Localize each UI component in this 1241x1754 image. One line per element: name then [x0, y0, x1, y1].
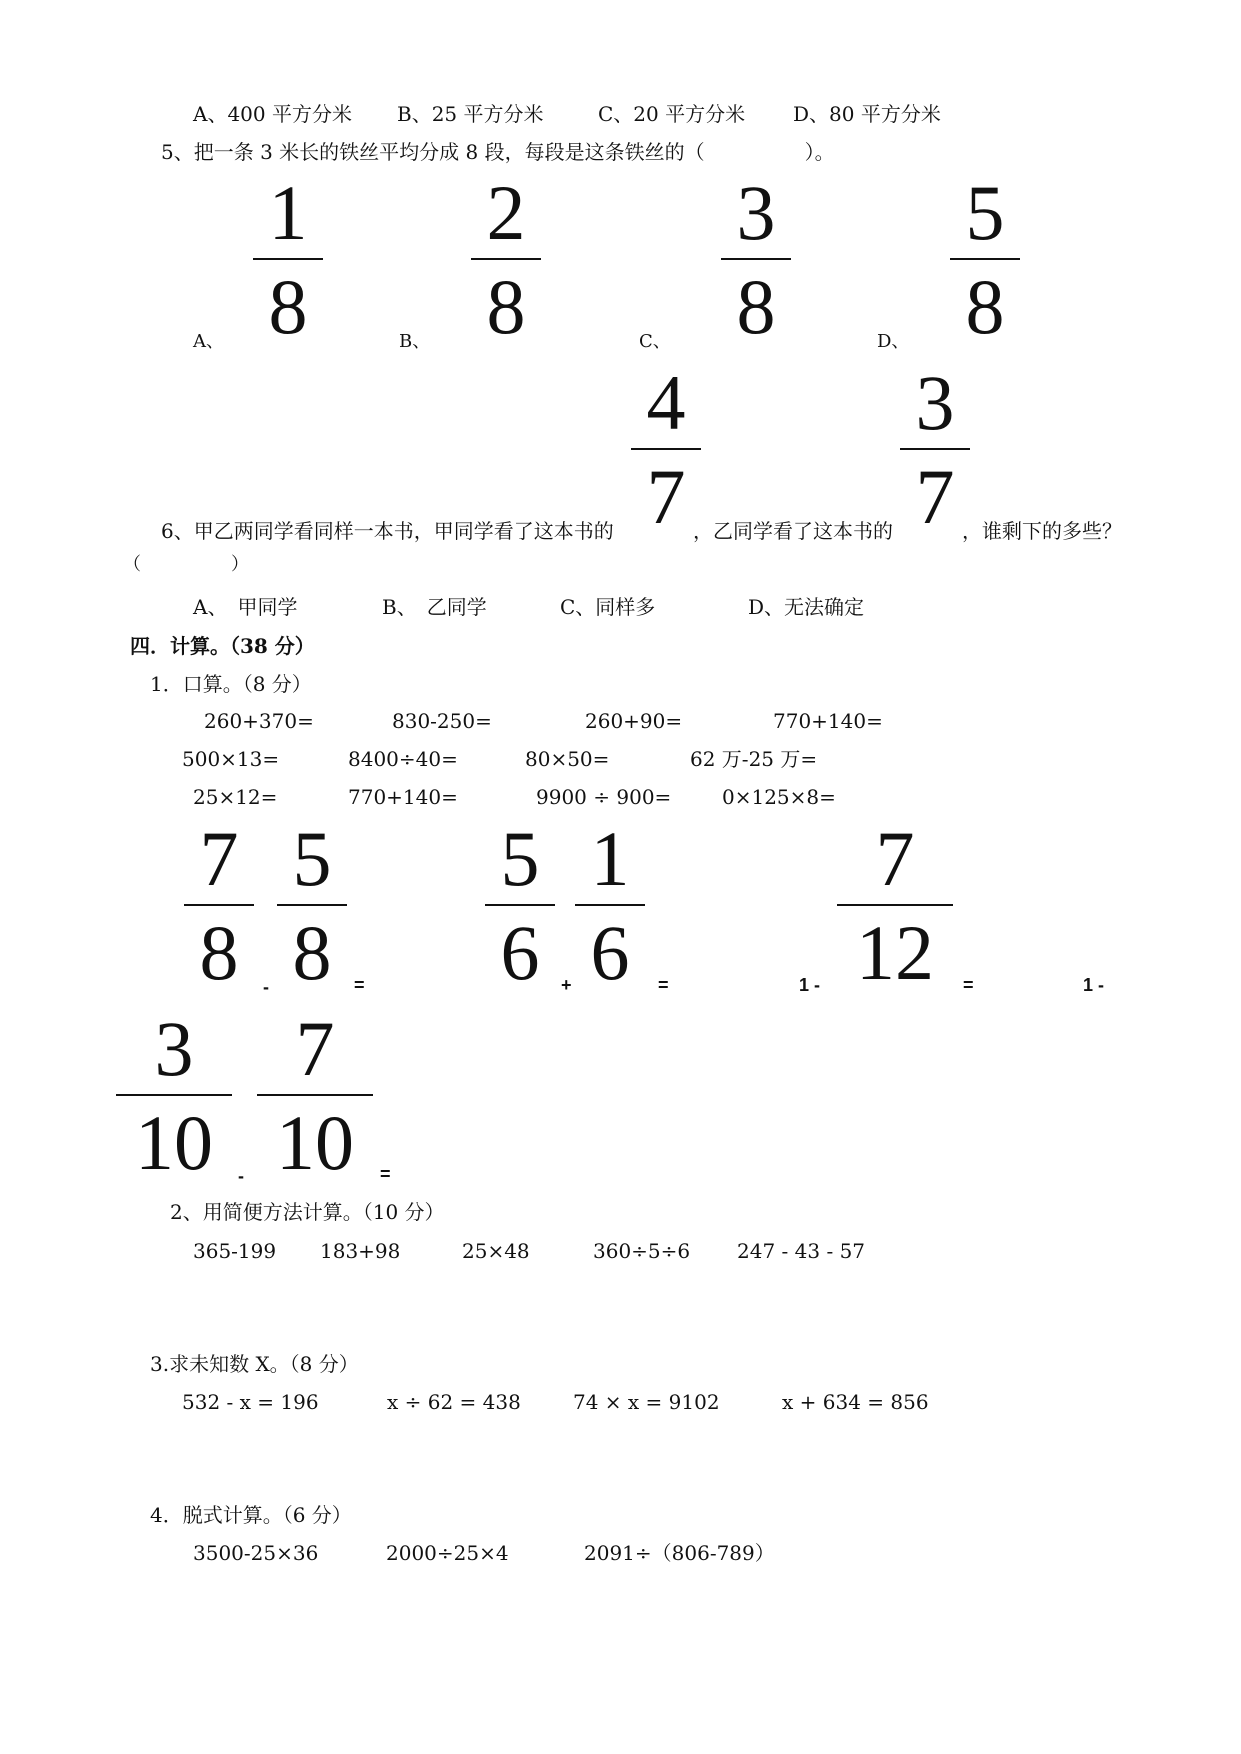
oral-item: 830-250= [392, 709, 492, 733]
stepwise-item: 2091÷（806-789） [584, 1541, 775, 1565]
fraction-bar [184, 904, 254, 906]
fraction-bar [837, 904, 953, 906]
fraction-bar [253, 258, 323, 260]
one-minus: 1 - [1083, 975, 1105, 995]
numerator: 3 [915, 359, 955, 446]
fraction-bar [575, 904, 645, 906]
q4-option-d: D、80 平方分米 [793, 102, 941, 126]
numerator: 5 [500, 815, 540, 902]
fraction-bar [631, 448, 701, 450]
numerator: 3 [154, 1005, 194, 1092]
numerator: 5 [292, 815, 332, 902]
calc-fraction-1 [184, 815, 254, 996]
stepwise-title: 4．脱式计算。（6 分） [150, 1503, 352, 1527]
calc-fraction-6 [116, 1005, 232, 1186]
q6-option-a: A、 甲同学 [193, 595, 298, 619]
oral-item: 770+140= [773, 709, 883, 733]
stepwise-item: 2000÷25×4 [386, 1541, 509, 1565]
q4-option-b: B、25 平方分米 [397, 102, 544, 126]
oral-item: 0×125×8= [722, 785, 836, 809]
oral-item: 9900 ÷ 900= [536, 785, 672, 809]
simple-title: 2、用简便方法计算。（10 分） [170, 1200, 445, 1224]
q5-label-b: B、 [399, 331, 431, 352]
calc-fraction-4 [575, 815, 645, 996]
unknown-item: 74 × x = 9102 [573, 1390, 720, 1414]
unknown-item: x ÷ 62 = 438 [387, 1390, 521, 1414]
oral-item: 25×12= [193, 785, 278, 809]
q6-stem-part1: 6、甲乙两同学看同样一本书，甲同学看了这本书的 [161, 519, 614, 543]
fraction-bar [471, 258, 541, 260]
fraction-bar [257, 1094, 373, 1096]
numerator: 5 [965, 169, 1005, 256]
oral-item: 62 万-25 万= [690, 747, 818, 771]
section4-title: 四．计算。（38 分） [130, 634, 315, 658]
equals-sign: = [380, 1164, 391, 1184]
oral-item: 500×13= [182, 747, 280, 771]
numerator: 7 [295, 1005, 335, 1092]
simple-item: 183+98 [320, 1239, 401, 1263]
q5-label-a: A、 [193, 331, 224, 352]
fraction-bar [721, 258, 791, 260]
denominator: 7 [646, 453, 686, 540]
q6-stem-part3: ，谁剩下的多些？ [962, 519, 1122, 543]
calc-fraction-3 [485, 815, 555, 996]
denominator: 8 [268, 263, 308, 350]
numerator: 1 [268, 169, 308, 256]
q5-label-c: C、 [639, 331, 671, 352]
minus-sign: - [263, 977, 269, 997]
denominator: 6 [590, 909, 630, 996]
numerator: 7 [875, 815, 915, 902]
q4-option-c: C、20 平方分米 [598, 102, 746, 126]
fraction-bar [277, 904, 347, 906]
oral-item: 770+140= [348, 785, 458, 809]
fraction-bar [950, 258, 1020, 260]
q5-fraction-c [721, 169, 791, 350]
q6-fraction-b [900, 359, 970, 540]
denominator: 10 [135, 1099, 213, 1186]
calc-fraction-2 [277, 815, 347, 996]
plus-sign: + [561, 975, 572, 995]
fraction-bar [116, 1094, 232, 1096]
stepwise-item: 3500-25×36 [193, 1541, 319, 1565]
oral-title: 1．口算。（8 分） [150, 672, 312, 696]
calc-fraction-5 [837, 815, 953, 996]
simple-item: 25×48 [462, 1239, 530, 1263]
denominator: 8 [199, 909, 239, 996]
simple-item: 247 - 43 - 57 [737, 1239, 866, 1263]
minus-sign: - [238, 1166, 244, 1186]
equals-sign: = [963, 975, 974, 995]
simple-item: 360÷5÷6 [593, 1239, 691, 1263]
unknown-item: x + 634 = 856 [782, 1390, 929, 1414]
oral-item: 8400÷40= [348, 747, 458, 771]
numerator: 2 [486, 169, 526, 256]
simple-item: 365-199 [193, 1239, 277, 1263]
unknown-title: 3.求未知数 X。（8 分） [150, 1352, 359, 1376]
denominator: 8 [486, 263, 526, 350]
q6-fraction-a [631, 359, 701, 540]
q6-option-d: D、无法确定 [748, 595, 865, 619]
q6-answer-blank: （ ） [123, 554, 249, 575]
q5-fraction-b [471, 169, 541, 350]
equals-sign: = [354, 975, 365, 995]
numerator: 4 [646, 359, 686, 446]
one-minus: 1 - [799, 975, 821, 995]
q5-label-d: D、 [877, 331, 910, 352]
denominator: 6 [500, 909, 540, 996]
numerator: 3 [736, 169, 776, 256]
denominator: 8 [736, 263, 776, 350]
calc-fraction-7 [257, 1005, 373, 1186]
oral-item: 260+90= [585, 709, 683, 733]
fraction-bar [900, 448, 970, 450]
numerator: 7 [199, 815, 239, 902]
q5-fraction-d [950, 169, 1020, 350]
q4-option-a: A、400 平方分米 [193, 102, 352, 126]
q5-fraction-a [253, 169, 323, 350]
fraction-bar [485, 904, 555, 906]
denominator: 8 [292, 909, 332, 996]
denominator: 12 [856, 909, 934, 996]
q6-option-b: B、 乙同学 [382, 595, 487, 619]
q6-stem-part2: ，乙同学看了这本书的 [693, 519, 893, 543]
oral-item: 80×50= [525, 747, 610, 771]
denominator: 8 [965, 263, 1005, 350]
q6-option-c: C、同样多 [560, 595, 656, 619]
unknown-item: 532 - x = 196 [182, 1390, 319, 1414]
denominator: 7 [915, 453, 955, 540]
oral-item: 260+370= [204, 709, 314, 733]
numerator: 1 [590, 815, 630, 902]
denominator: 10 [276, 1099, 354, 1186]
equals-sign: = [658, 975, 669, 995]
q5-stem: 5、把一条 3 米长的铁丝平均分成 8 段，每段是这条铁丝的（ ）。 [161, 140, 835, 164]
